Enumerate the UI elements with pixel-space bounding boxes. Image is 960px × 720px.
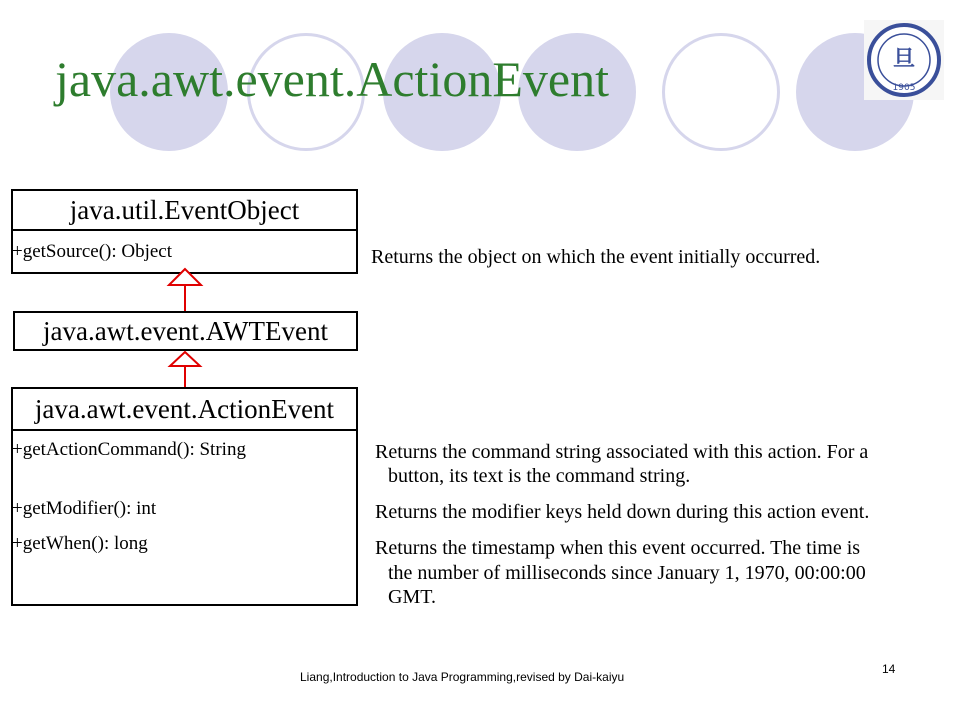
member-get-modifier: +getModifier(): int xyxy=(12,498,157,519)
description-get-action-command-line-2: button, its text is the command string. xyxy=(388,465,691,487)
description-get-source: Returns the object on which the event initially occurred. xyxy=(371,246,821,268)
class-name-event-object: java.util.EventObject xyxy=(13,191,356,231)
description-get-when-line-1: Returns the timestamp when this event occurred. The time is xyxy=(375,537,861,559)
description-get-action-command-line-1: Returns the command string associated with this action. For a xyxy=(375,441,869,463)
description-get-when-line-3: GMT. xyxy=(388,586,436,608)
footer-credit: Liang,Introduction to Java Programming,revised by Dai-kaiyu xyxy=(300,670,625,684)
member-get-when: +getWhen(): long xyxy=(12,533,148,554)
page-number: 14 xyxy=(882,662,896,676)
class-name-awt-event: java.awt.event.AWTEvent xyxy=(43,316,328,346)
inheritance-arrowhead-2 xyxy=(170,352,200,366)
description-get-when-line-2: the number of milliseconds since January 1, 1970, 00:00:00 xyxy=(388,562,866,584)
logo-year: 1905 xyxy=(892,83,916,93)
member-get-source: +getSource(): Object xyxy=(12,241,173,262)
inheritance-arrowhead-1 xyxy=(169,269,201,285)
slide-title: java.awt.event.ActionEvent xyxy=(55,51,609,107)
class-name-action-event: java.awt.event.ActionEvent xyxy=(13,389,356,431)
description-get-modifier: Returns the modifier keys held down during this action event. xyxy=(375,501,870,523)
svg-text:旦: 旦 xyxy=(892,46,916,72)
member-get-action-command: +getActionCommand(): String xyxy=(12,439,246,460)
